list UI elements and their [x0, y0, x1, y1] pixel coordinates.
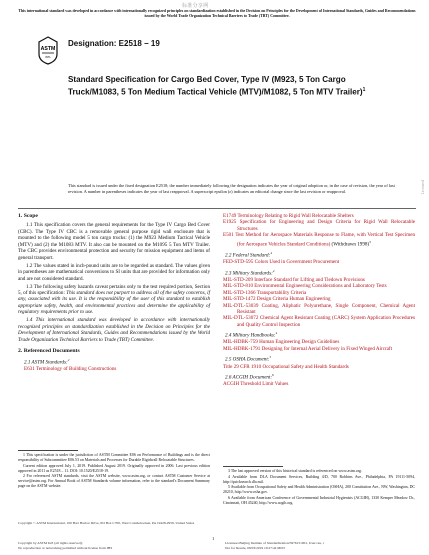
withdrawn-note: (Withdrawn 1998): [330, 241, 370, 248]
ref-title-link[interactable]: Coating, Aliphatic Polyurethane, Single Component, Chemical Agent Resistant: [237, 302, 415, 315]
ref-title-link[interactable]: Terminology Relating to Rigid Wall Relocatable Shelters: [237, 213, 354, 219]
ref-title-link[interactable]: Test Method for Aerospace Materials Response to Flame, with Vertical Test Specimen (for Aerospace Vehicles Standard Conditions): [235, 232, 415, 248]
ref-code-link[interactable]: MIL-STD-1366: [223, 289, 256, 296]
ref-code-link[interactable]: E501: [223, 232, 234, 239]
ref-title-link[interactable]: Interface Standard for Lifting and Tiedown Provisions: [254, 276, 365, 283]
right-column: [223, 213, 415, 388]
ref-code-link[interactable]: MIL-HDBK-1791: [223, 345, 261, 352]
ref-code-link[interactable]: FED-STD-595: [223, 259, 254, 266]
astm-standards-subhead: [18, 357, 210, 366]
footnote: 4 Available from DLA Document Services, Building 4/D, 700 Robbins Ave., Philadelphia, PA 19111-5094, http://quicksearch.dla.mil.: [223, 474, 415, 484]
footnote-mark: 4: [272, 268, 275, 273]
ref-title-link[interactable]: Human Engineering Design Guidelines: [259, 339, 340, 346]
page-number: 1: [212, 536, 215, 541]
license-right-line2: Not for Resale, 09/03/2019 19:27:42 MDT: [225, 545, 286, 550]
license-left: [18, 541, 208, 550]
ref-code-link[interactable]: MIL-STD-810: [223, 283, 253, 290]
footnotes-right: [223, 466, 415, 506]
ref-code-link[interactable]: MIL-DTL-53072: [223, 315, 259, 322]
para-1-4: 1.4 This international standard was developed in accordance with internationally recognized principles on standardization established in the Decision on Principles for the Development of International Standards, Guides and Recommendations issued by the World Trade Organization Technical Barriers to Trade (TBT) Committee.: [18, 317, 210, 343]
footnote-mark: 5: [269, 355, 272, 360]
designation: Designation: E2518 − 19: [68, 39, 160, 48]
astm-sup: 2: [67, 357, 70, 362]
license-right: [225, 541, 415, 550]
divider: [18, 208, 416, 209]
footnote-mark: 4: [275, 331, 278, 336]
reference-entry: [223, 303, 415, 316]
ref-code-link[interactable]: MIL-HDBK-759: [223, 339, 258, 346]
ref-code-link[interactable]: MIL-STD-1472: [223, 296, 256, 303]
license-left-line2: No reproduction or networking permitted without license from IHS: [18, 545, 113, 550]
svg-text:ASTM: ASTM: [40, 46, 56, 52]
ref-title-link[interactable]: Terminology of Building Constructions: [35, 365, 117, 372]
top-note: This international standard was developed in accordance with internationally recognized principles on standardization established in the Decision on Principles for the Development of International Standards, Guides and Recommendations issued by the World Trade Organization Technical Barriers to Trade (TBT) Committee.: [18, 9, 416, 18]
side-license-mark: Licensed: [420, 180, 425, 195]
reference-entry: [223, 315, 415, 328]
standard-title: [68, 75, 398, 98]
ref-title-link[interactable]: Design Criteria Human Engineering: [256, 296, 331, 303]
ref-code-link[interactable]: ACGIH Threshold Limit Values: [223, 381, 289, 388]
reference-entry: [223, 381, 415, 387]
reference-entry: [223, 259, 415, 265]
footnote-rule: [18, 450, 78, 451]
military-standards-subhead: [223, 268, 415, 277]
military-standards-subhead-text: 2.3 Military Standards:: [225, 270, 273, 277]
ref-code-link[interactable]: MIL-DTL-53039: [223, 302, 259, 309]
footnote: 5 Available from Occupational Safety and Health Administration (OSHA), 200 Constitution Ave., NW, Washington, DC 20210, http://www.osha.gov.: [223, 485, 415, 495]
footnote-mark: 3: [369, 239, 371, 244]
acgih-document-subhead-text: 2.6 ACGIH Document:: [225, 374, 273, 381]
footnote: Current edition approved July 1, 2019. Published August 2019. Originally approved in 2006. Last previous edition approved in 2011 as E2518 – 11. DOI: 10.1520/E2518-19.: [18, 463, 210, 473]
footnote-mark: 4: [270, 250, 272, 255]
ref-code-link[interactable]: MIL-STD-209: [223, 276, 253, 283]
military-handbooks-subhead: [223, 330, 415, 339]
title-text: Standard Specification for Cargo Bed Cover, Type IV (M923, 5 Ton Cargo Truck/M1083, 5 Ton Medium Tactical Vehicle (MTV)/M1082, 5 Ton MTV Trailer): [68, 75, 363, 97]
left-column: [18, 213, 210, 372]
watermark: 标准分享网: [182, 3, 209, 9]
reference-entry: [223, 364, 415, 370]
section-heading-scope: 1. Scope: [18, 213, 38, 219]
ref-title-link[interactable]: Chemical Agent Resistant Coating (CARC) System Application Procedures and Quality Control Inspection: [237, 315, 415, 328]
issued-note: This standard is issued under the fixed designation E2518; the number immediately following the designation indicates the year of original adoption or, in the case of revision, the year of last revision. A number in parentheses indicates the year of last reapproval. A superscript epsilon (ε) indicates an editorial change since the last revision or reapproval.: [68, 183, 395, 194]
ref-e631: [18, 366, 210, 372]
federal-standard-subhead: [223, 250, 415, 259]
ref-title-link[interactable]: Designing for Internal Aerial Delivery in Fixed Winged Aircraft: [261, 345, 393, 352]
ref-title-link[interactable]: Transportability Criteria: [256, 289, 307, 296]
svg-text:INTL: INTL: [45, 56, 51, 59]
copyright-line: Copyright © ASTM International, 100 Barr Harbor Drive, PO Box C700, West Conshohocken, PA 19428-2959. United States: [18, 521, 195, 525]
ref-code-link[interactable]: E1925: [223, 219, 237, 226]
ref-title-link[interactable]: Occupational Safety and Health Standards: [262, 363, 349, 370]
para-1-2: 1.2 The values stated in inch-pound units are to be regarded as standard. The values given in parentheses are mathematical conversions to SI units that are provided for information only and are not considered standard.: [18, 262, 210, 282]
astm-subhead-text: 2.1 ASTM Standards:: [24, 359, 68, 366]
section-heading-references: 2. Referenced Documents: [18, 348, 80, 355]
footnote: 3 The last approved version of this historical standard is referenced on www.astm.org.: [228, 469, 362, 473]
footnote-rule: [223, 466, 283, 467]
ref-title-link[interactable]: Environmental Engineering Considerations and Laboratory Tests: [254, 283, 387, 290]
astm-logo-icon: [37, 36, 59, 65]
footnote: 2 For referenced ASTM standards, visit the ASTM website, www.astm.org, or contact ASTM Customer Service at service@astm.org. For Annual Book of ASTM Standards volume information, refer to the standard's Document Summary page on the ASTM website.: [18, 474, 210, 489]
osha-document-subhead: [223, 354, 415, 363]
ref-title-link[interactable]: Colors Used in Government Procurement: [254, 259, 340, 266]
ref-code-link[interactable]: Title 29 CFR 1910: [223, 363, 262, 370]
osha-document-subhead-text: 2.5 OSHA Document:: [225, 357, 270, 364]
reference-entry: [223, 232, 415, 248]
para-1-1: 1.1 This specification covers the general requirements for the Type IV Cargo Bed Cover (CBC). The Type IV CBC is a removable general purpose rigid wall enclosure that is mounted to the following model 5 ton cargo trucks: (1) the M923 Medium Tactical Vehicle (MTV) and (2) the M1083 MTV. It also can be mounted on the M1095 5 Ton MTV Trailer. The CBC provides environmental protection and security for mission equipment and items of general transport.: [18, 222, 210, 261]
ref-code-link[interactable]: E1749: [223, 213, 237, 219]
military-handbooks-subhead-text: 2.4 Military Handbooks:: [225, 333, 276, 339]
para-1-3-lead: 1.3 The following safety hazards caveat pertains only to the test required portion, Section 5, of this specification:: [18, 283, 210, 296]
license-left-line1: Copyright by ASTM Int'l (all rights reserved);: [18, 541, 83, 545]
footnotes-left: [18, 450, 210, 490]
footnote: 6 Available from American Conference of Governmental Industrial Hygienists (ACGIH), 1330 Kemper Meadow Dr., Cincinnati, OH 45240, http://www.acgih.org.: [223, 495, 415, 505]
federal-standard-subhead-text: 2.2 Federal Standard:: [225, 252, 271, 259]
title-footnote-mark: 1: [362, 87, 366, 94]
footnote: 1 This specification is under the jurisdiction of ASTM Committee E06 on Performance of Buildings and is the direct responsibility of Subcommittee E06.53 on Materials and Processes for Durable Rigidwall Relocatable Structures.: [18, 453, 210, 462]
reference-entry: [223, 346, 415, 352]
ref-code-link[interactable]: E631: [24, 365, 35, 372]
footnote-mark: 6: [272, 372, 274, 377]
para-1-3-caveat: This standard does not purport to address all of the safety concerns, if any, associated with its use. It is the responsibility of the user of this standard to establish appropriate safety, health, and environmental practices and determine the applicability of regulatory requirements prior to use.: [18, 289, 210, 316]
license-right-line1: Licensee=Beijing Institute of Standardization/5976151001, User=xu, t: [225, 541, 324, 545]
para-1-3: [18, 284, 210, 316]
acgih-document-subhead: [223, 372, 415, 381]
reference-entry: [223, 219, 415, 232]
ref-title-link[interactable]: Specification for Engineering and Design Criteria for Rigid Wall Relocatable Structures: [237, 219, 415, 232]
